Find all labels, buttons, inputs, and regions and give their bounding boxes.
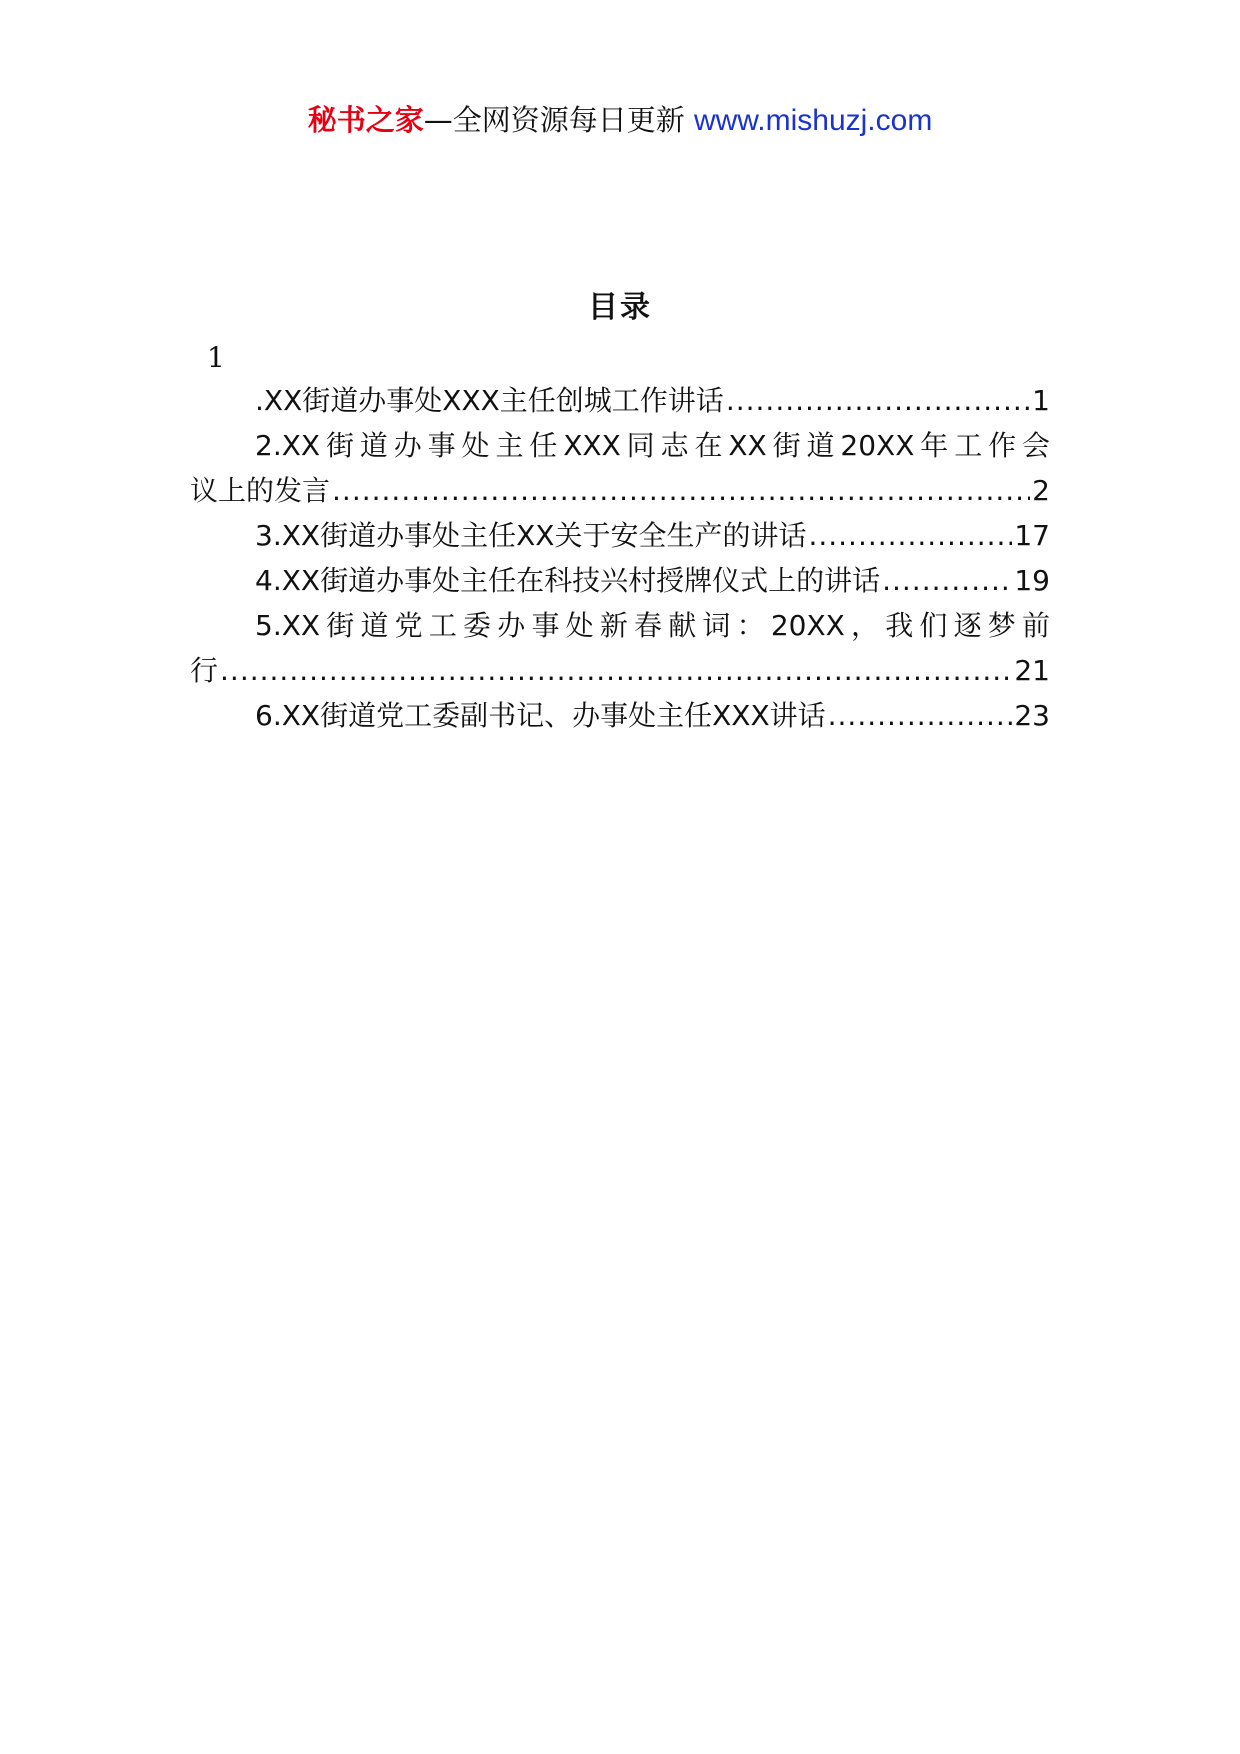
toc-entry-title: .XX街道办事处XXX主任创城工作讲话 [255, 384, 724, 417]
table-of-contents [190, 378, 1050, 738]
toc-entry-title-continued: 议上的发言 [190, 474, 331, 507]
toc-entry-line [190, 648, 1050, 693]
toc-leader-dots [726, 378, 1030, 423]
toc-page-number: 23 [1014, 699, 1050, 732]
toc-entry-title: 4.XX街道办事处主任在科技兴村授牌仪式上的讲话 [255, 564, 881, 597]
toc-title: 目录 [588, 290, 652, 325]
toc-leader-dots [220, 648, 1012, 693]
toc-page-number: 17 [1014, 519, 1050, 552]
toc-entry-title: 2.XX街道办事处主任XXX同志在XX街道20XX年工作会 [255, 429, 1050, 462]
toc-entry-line [190, 468, 1050, 513]
toc-entry-4[interactable] [190, 558, 1050, 603]
toc-page-number: 2 [1032, 474, 1050, 507]
toc-page-number: 1 [1032, 384, 1050, 417]
toc-entry-2[interactable] [190, 423, 1050, 513]
toc-stray-number: 1 [207, 341, 225, 374]
toc-leader-dots [882, 558, 1012, 603]
site-brand: 秘书之家 [307, 103, 424, 137]
toc-entry-title-continued: 行 [190, 654, 219, 687]
toc-page-number: 19 [1014, 564, 1050, 597]
toc-entry-line [190, 558, 1050, 603]
toc-entry-3[interactable] [190, 513, 1050, 558]
toc-entry-title: 5.XX街道党工委办事处新春献词：20XX，我们逐梦前 [255, 609, 1050, 642]
toc-leader-dots [332, 468, 1030, 513]
toc-entry-title: 3.XX街道办事处主任XX关于安全生产的讲话 [255, 519, 807, 552]
site-tagline: —全网资源每日更新 [423, 103, 685, 137]
site-header [0, 100, 1240, 141]
toc-leader-dots [808, 513, 1012, 558]
toc-entry-1[interactable] [190, 378, 1050, 423]
toc-entry-title: 6.XX街道党工委副书记、办事处主任XXX讲话 [255, 699, 826, 732]
toc-entry-5[interactable] [190, 603, 1050, 693]
toc-entry-line [190, 693, 1050, 738]
toc-entry-6[interactable] [190, 693, 1050, 738]
site-url-link[interactable]: www.mishuzj.com [693, 104, 933, 137]
toc-entry-line [190, 378, 1050, 423]
toc-leader-dots [828, 693, 1013, 738]
toc-page-number: 21 [1014, 654, 1050, 687]
toc-entry-line [190, 513, 1050, 558]
